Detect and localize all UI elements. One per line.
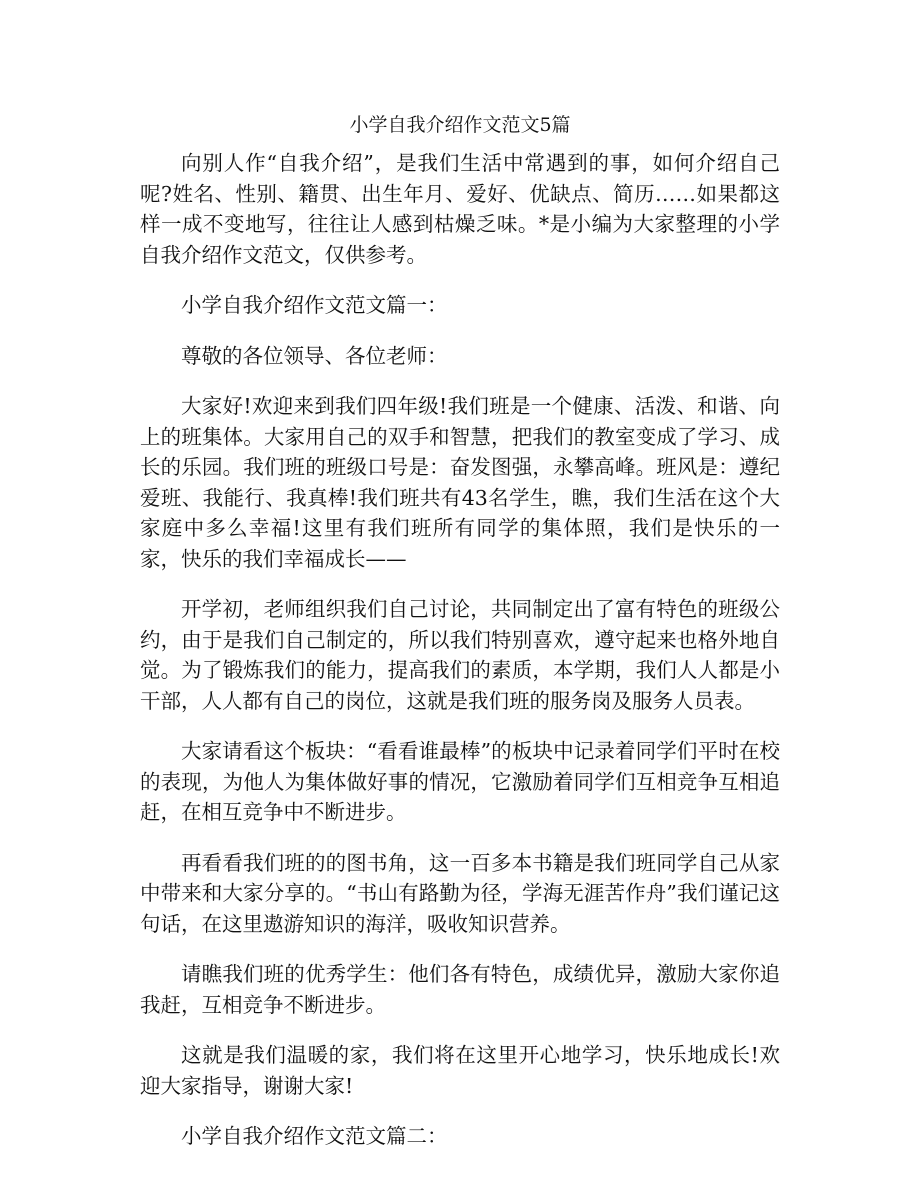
salutation: 尊敬的各位领导、各位老师： <box>181 343 448 368</box>
paragraph-intro: 向别人作“自我介绍”，是我们生活中常遇到的事，如何介绍自己呢?姓名、性别、籍贯、出生年月、爱好、优缺点、简历……如果都这样一成不变地写，往往让人感到枯燥乏味。*是小编为大家整理的小学自我介绍作文范文，仅供参考。 <box>140 151 780 267</box>
paragraph: 开学初，老师组织我们自己讨论，共同制定出了富有特色的班级公约，由于是我们自己制定的，所以我们特别喜欢，遵守起来也格外地自觉。为了锻炼我们的能力，提高我们的素质，本学期，我们人人都是小干部，人人都有自己的岗位，这就是我们班的服务岗及服务人员表。 <box>140 597 780 713</box>
document-body <box>140 148 780 1172</box>
paragraph: 大家好!欢迎来到我们四年级!我们班是一个健康、活泼、和谐、向上的班集体。大家用自己的双手和智慧，把我们的教室变成了学习、成长的乐园。我们班的班级口号是：奋发图强，永攀高峰。班风是：遵纪爱班、我能行、我真棒!我们班共有43名学生，瞧，我们生活在这个大家庭中多么幸福!这里有我们班所有同学的集体照，我们是快乐的一家，快乐的我们幸福成长—— <box>140 394 780 571</box>
section-heading-2: 小学自我介绍作文范文篇二： <box>181 1124 448 1148</box>
section-heading-1: 小学自我介绍作文范文篇一： <box>181 293 448 317</box>
paragraph: 请瞧我们班的优秀学生：他们各有特色，成绩优异，激励大家你追我赶，互相竞争不断进步。 <box>140 962 780 1017</box>
document-title: 小学自我介绍作文范文5篇 <box>349 114 571 136</box>
paragraph: 再看看我们班的的图书角，这一百多本书籍是我们班同学自己从家中带来和大家分享的。“书山有路勤为径，学海无涯苦作舟”我们谨记这句话，在这里遨游知识的海洋，吸收知识营养。 <box>140 850 780 936</box>
paragraph: 大家请看这个板块：“看看谁最棒”的板块中记录着同学们平时在校的表现，为他人为集体做好事的情况，它激励着同学们互相竞争互相追赶，在相互竞争中不断进步。 <box>140 739 780 824</box>
paragraph: 这就是我们温暖的家，我们将在这里开心地学习，快乐地成长!欢迎大家指导，谢谢大家! <box>140 1043 780 1098</box>
